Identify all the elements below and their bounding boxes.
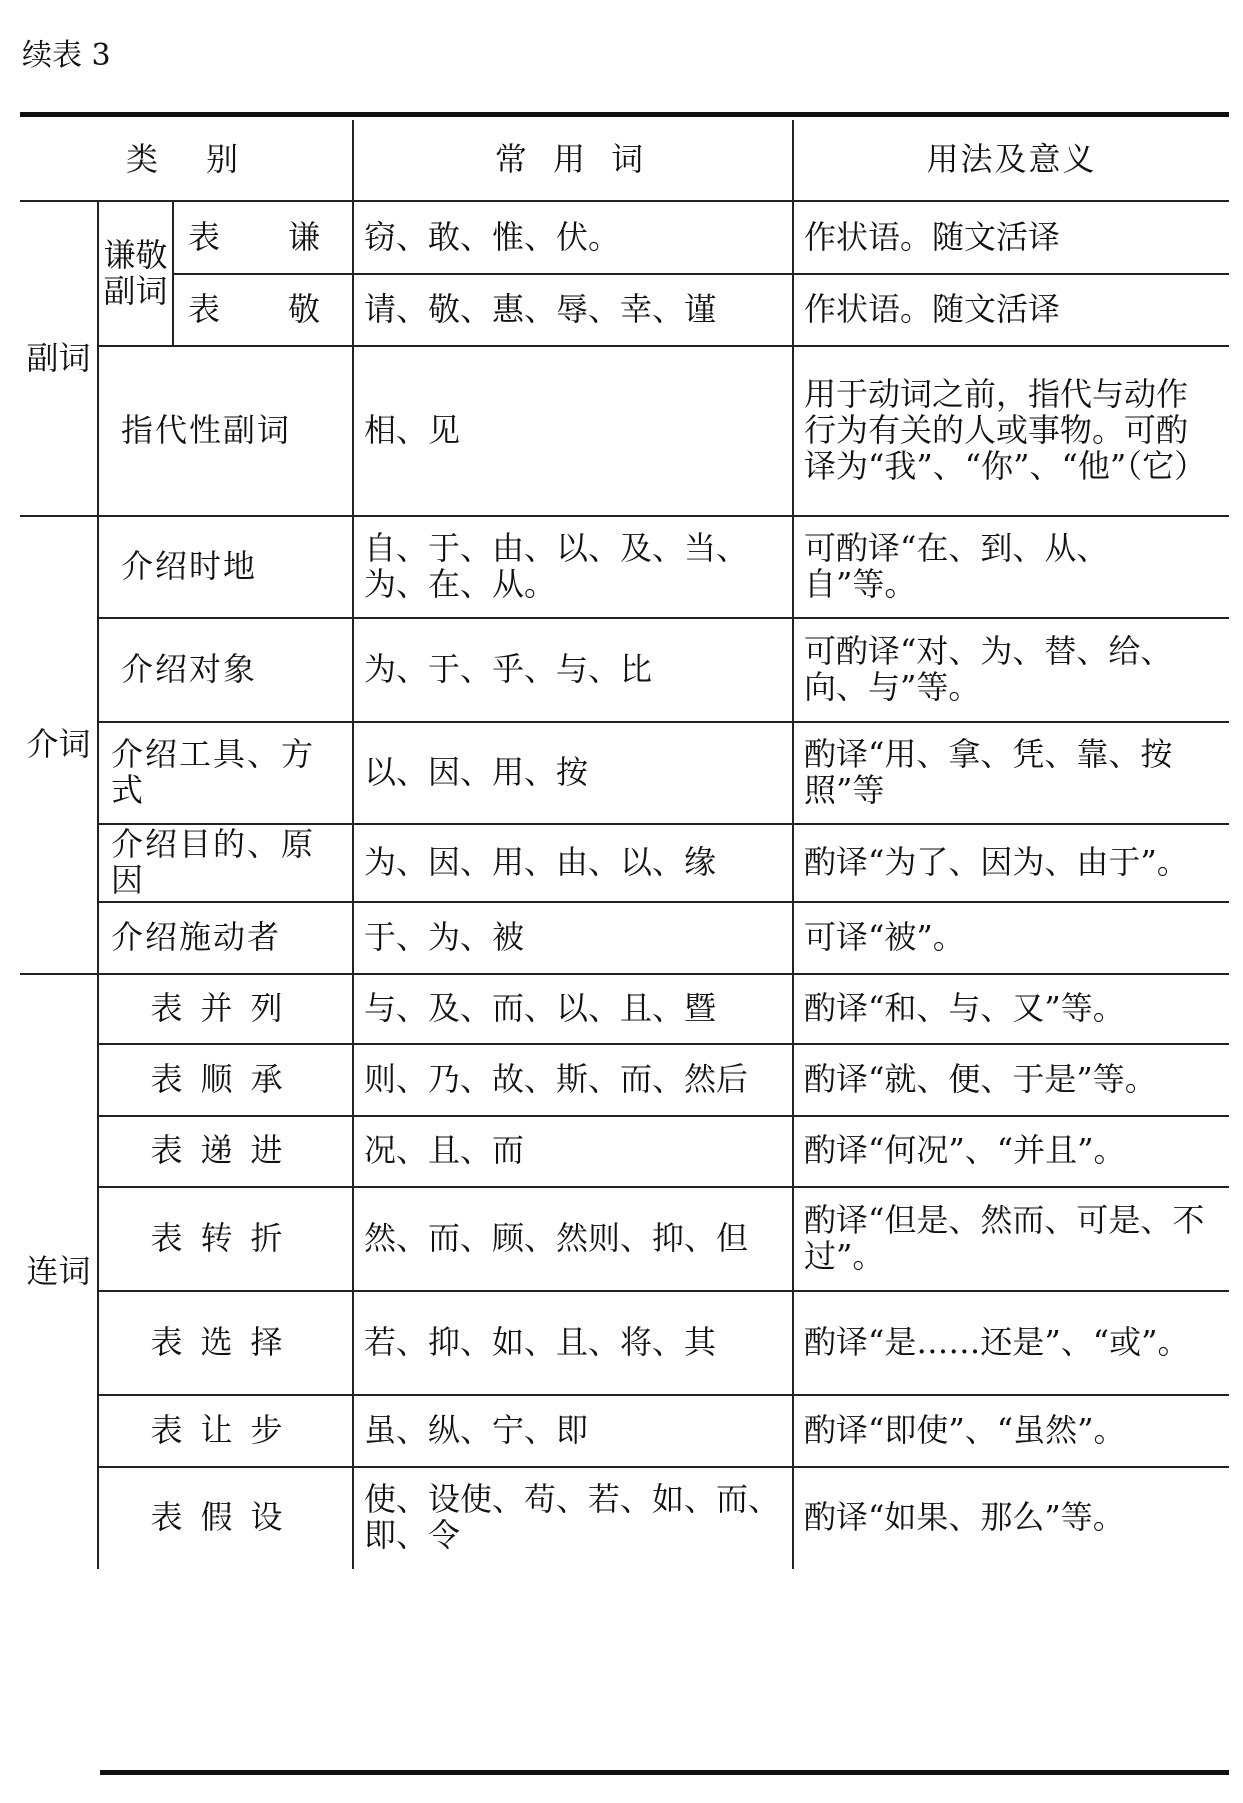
document-title: 续表 3 <box>22 38 111 73</box>
row-sub-label: 表转折 <box>98 1187 353 1291</box>
row-common-words: 况、且、而 <box>353 1116 793 1187</box>
table-row <box>20 824 1229 902</box>
row-usage: 可酌译“在、到、从、自”等。 <box>793 516 1229 618</box>
table-row <box>20 722 1229 824</box>
row-usage: 可译“被”。 <box>793 902 1229 974</box>
table-row <box>20 516 1229 618</box>
table-row <box>20 974 1229 1044</box>
row-common-words: 于、为、被 <box>353 902 793 974</box>
row-usage: 作状语。随文活译 <box>793 201 1229 274</box>
row-sub-label: 介绍工具、方式 <box>98 722 353 824</box>
row-usage: 酌译“如果、那么”等。 <box>793 1467 1229 1569</box>
table-row <box>20 902 1229 974</box>
row-common-words: 请、敬、惠、辱、幸、谨 <box>353 274 793 346</box>
table-row <box>20 1395 1229 1467</box>
row-usage: 酌译“为了、因为、由于”。 <box>793 824 1229 902</box>
table-row <box>20 1467 1229 1569</box>
row-usage: 酌译“是……还是”、“或”。 <box>793 1291 1229 1395</box>
header-usage: 用法及意义 <box>793 120 1229 201</box>
subgroup-label-honorific: 谦敬副词 <box>98 201 173 346</box>
row-sub-label: 指代性副词 <box>98 346 353 516</box>
table-bottom-rule <box>100 1770 1229 1775</box>
row-sub-label: 表递进 <box>98 1116 353 1187</box>
function-words-table <box>20 120 1229 1569</box>
table-top-rule <box>20 112 1229 117</box>
table-row <box>20 618 1229 722</box>
row-common-words: 若、抑、如、且、将、其 <box>353 1291 793 1395</box>
row-common-words: 则、乃、故、斯、而、然后 <box>353 1044 793 1116</box>
group-label-adverb: 副词 <box>20 201 98 516</box>
row-usage: 酌译“用、拿、凭、靠、按照”等 <box>793 722 1229 824</box>
row-sub-label: 介绍目的、原因 <box>98 824 353 902</box>
header-category: 类 别 <box>20 120 353 201</box>
row-common-words: 自、于、由、以、及、当、为、在、从。 <box>353 516 793 618</box>
table-row <box>20 201 1229 274</box>
table-row <box>20 1116 1229 1187</box>
row-common-words: 然、而、顾、然则、抑、但 <box>353 1187 793 1291</box>
row-usage: 酌译“和、与、又”等。 <box>793 974 1229 1044</box>
row-common-words: 虽、纵、宁、即 <box>353 1395 793 1467</box>
row-sub-label: 表选择 <box>98 1291 353 1395</box>
row-sub-label: 介绍对象 <box>98 618 353 722</box>
row-common-words: 为、于、乎、与、比 <box>353 618 793 722</box>
table-row <box>20 1044 1229 1116</box>
group-label-preposition: 介词 <box>20 516 98 974</box>
table-row <box>20 346 1229 516</box>
row-sub-label: 介绍时地 <box>98 516 353 618</box>
row-common-words: 相、见 <box>353 346 793 516</box>
table-row <box>20 1187 1229 1291</box>
row-common-words: 以、因、用、按 <box>353 722 793 824</box>
row-sub-label: 表 谦 <box>173 201 353 274</box>
row-usage: 用于动词之前，指代与动作行为有关的人或事物。可酌译为“我”、“你”、“他”（它） <box>793 346 1229 516</box>
header-common-words: 常 用 词 <box>353 120 793 201</box>
row-common-words: 窃、敢、惟、伏。 <box>353 201 793 274</box>
row-sub-label: 介绍施动者 <box>98 902 353 974</box>
row-common-words: 为、因、用、由、以、缘 <box>353 824 793 902</box>
row-usage: 酌译“即使”、“虽然”。 <box>793 1395 1229 1467</box>
row-usage: 作状语。随文活译 <box>793 274 1229 346</box>
row-sub-label: 表 敬 <box>173 274 353 346</box>
row-sub-label: 表并列 <box>98 974 353 1044</box>
table-row <box>20 274 1229 346</box>
table-row <box>20 1291 1229 1395</box>
row-usage: 酌译“何况”、“并且”。 <box>793 1116 1229 1187</box>
row-sub-label: 表让步 <box>98 1395 353 1467</box>
row-sub-label: 表假设 <box>98 1467 353 1569</box>
row-common-words: 与、及、而、以、且、暨 <box>353 974 793 1044</box>
row-usage: 酌译“就、便、于是”等。 <box>793 1044 1229 1116</box>
group-label-conjunction: 连词 <box>20 974 98 1569</box>
row-usage: 可酌译“对、为、替、给、向、与”等。 <box>793 618 1229 722</box>
row-common-words: 使、设使、苟、若、如、而、即、令 <box>353 1467 793 1569</box>
table-header-row <box>20 120 1229 201</box>
row-sub-label: 表顺承 <box>98 1044 353 1116</box>
row-usage: 酌译“但是、然而、可是、不过”。 <box>793 1187 1229 1291</box>
